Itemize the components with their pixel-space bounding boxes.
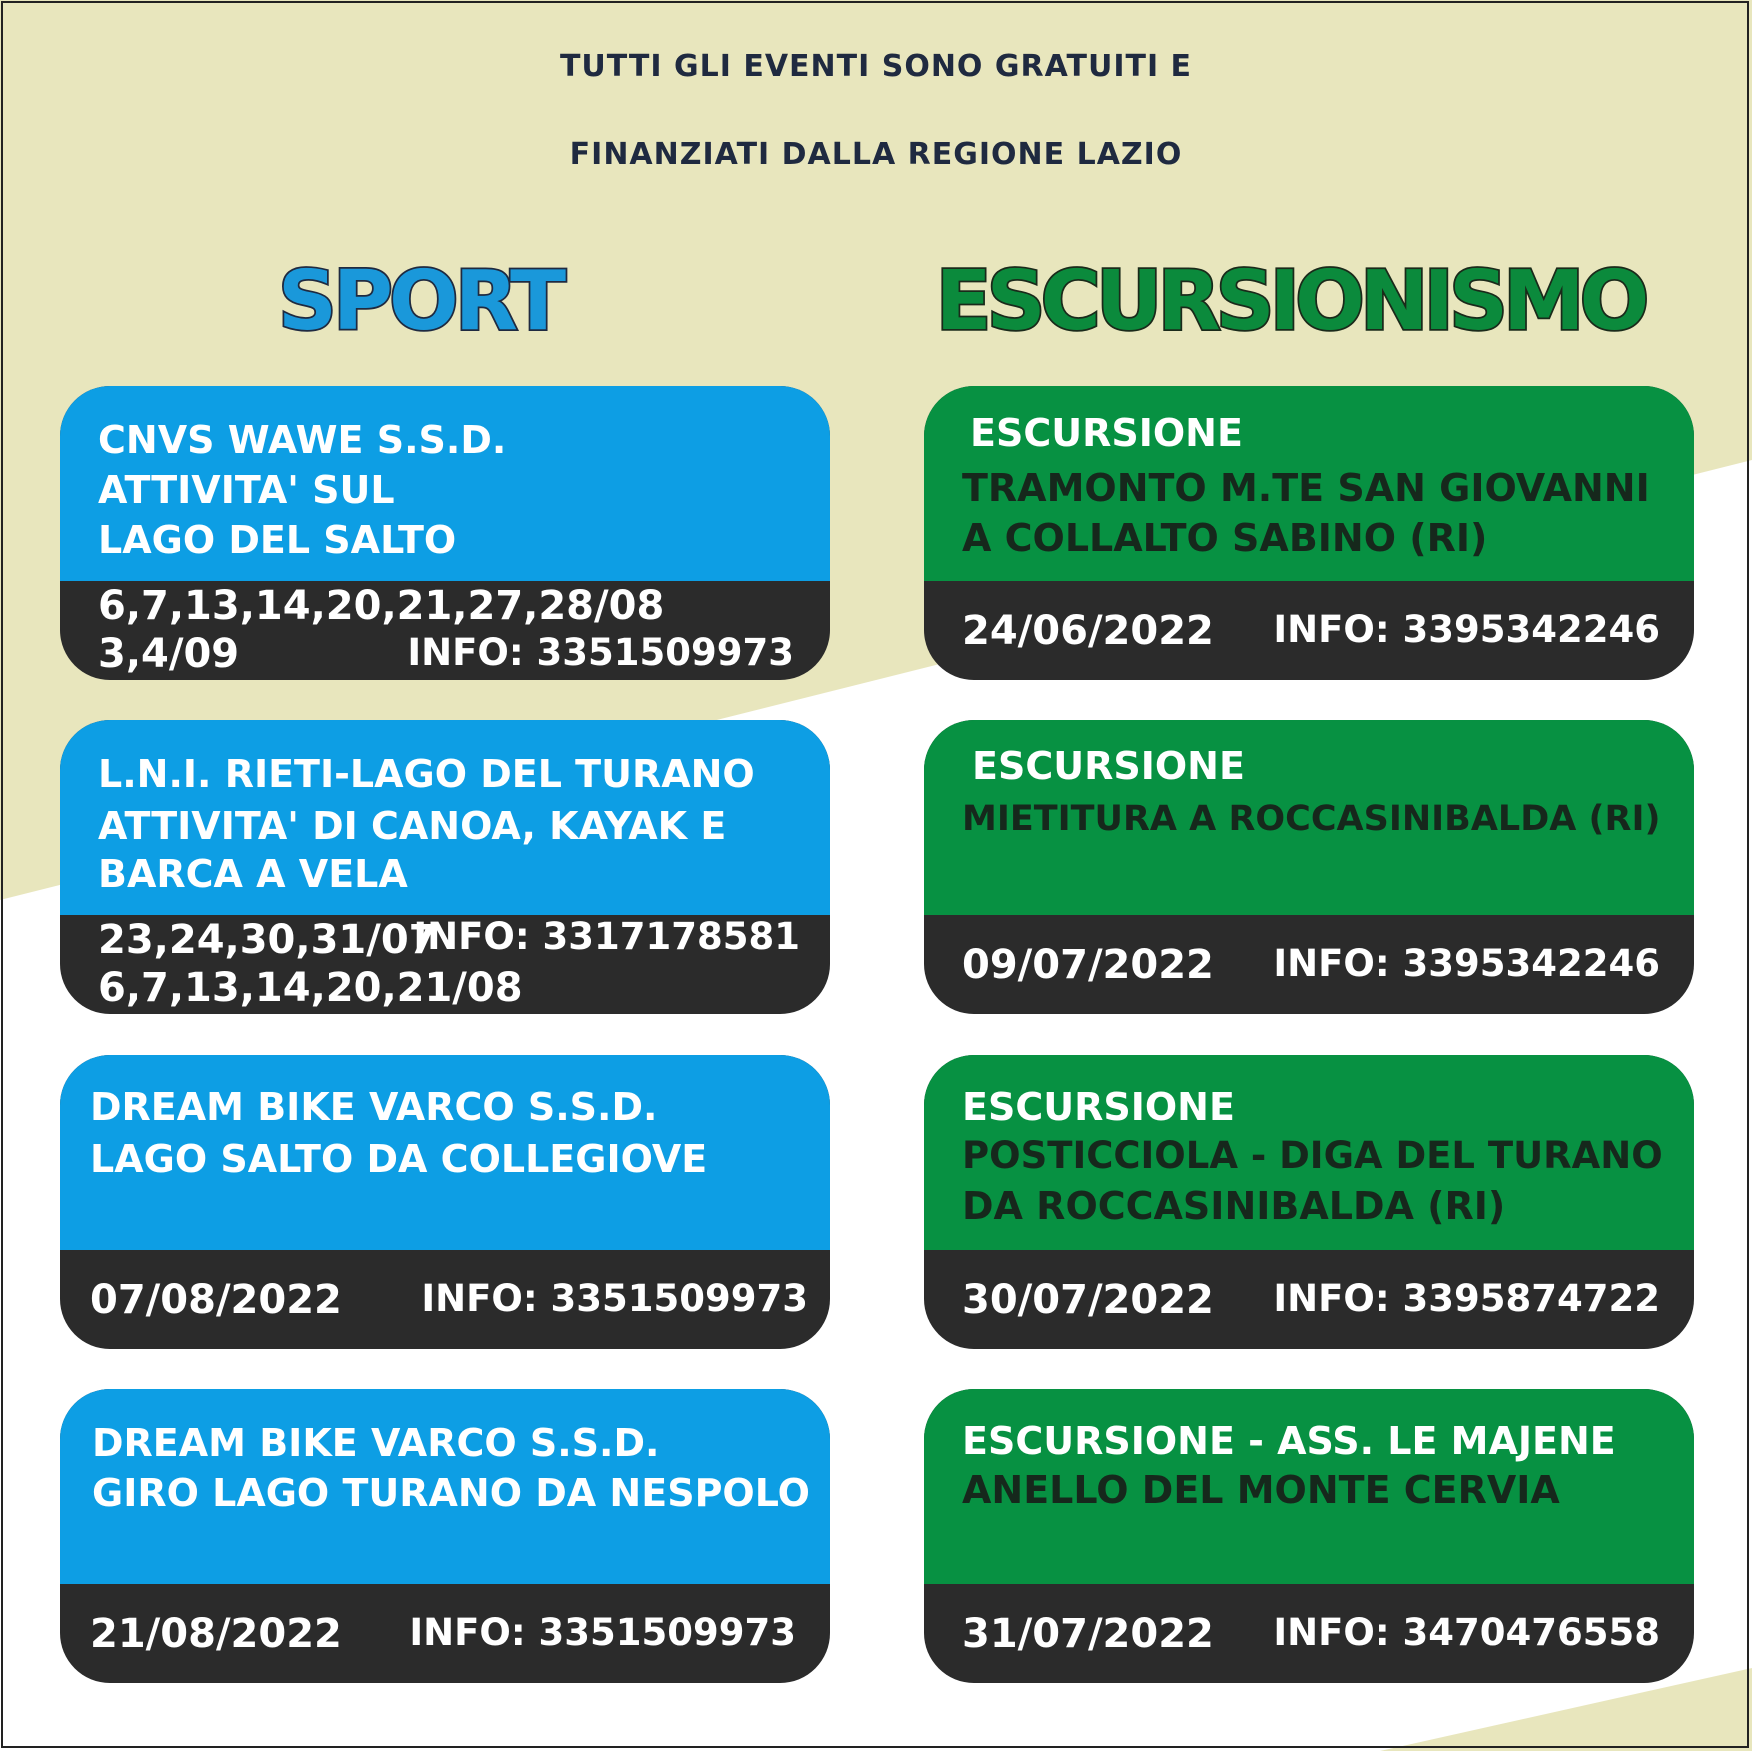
info-phone: INFO: 3351509973 xyxy=(409,1611,796,1654)
event-date: 21/08/2022 xyxy=(90,1611,342,1657)
event-dates-1: 23,24,30,31/07 xyxy=(98,917,437,963)
card-line-1: DREAM BIKE VARCO S.S.D. xyxy=(90,1085,658,1129)
card-line-3: BARCA A VELA xyxy=(98,852,408,896)
headline-line-1: TUTTI GLI EVENTI SONO GRATUITI E xyxy=(559,49,1193,84)
card-line-3: LAGO DEL SALTO xyxy=(98,518,457,562)
headline-line-2: FINANZIATI DALLA REGIONE LAZIO xyxy=(569,137,1183,172)
hike-card-3 xyxy=(924,1055,1694,1349)
info-phone: INFO: 3351509973 xyxy=(421,1277,808,1320)
card-line-2: LAGO SALTO DA COLLEGIOVE xyxy=(90,1137,708,1181)
info-phone: INFO: 3395342246 xyxy=(1273,608,1660,651)
sport-heading-text: SPORT xyxy=(277,254,563,345)
hike-card-4 xyxy=(924,1389,1694,1683)
card-line-2: DA ROCCASINIBALDA (RI) xyxy=(962,1184,1506,1228)
card-line-1: CNVS WAWE S.S.D. xyxy=(98,418,507,462)
card-line-1: TRAMONTO M.TE SAN GIOVANNI xyxy=(962,466,1650,510)
card-line-2: ATTIVITA' SUL xyxy=(98,468,395,512)
card-line-1: POSTICCIOLA - DIGA DEL TURANO xyxy=(962,1134,1663,1177)
event-dates-2: 6,7,13,14,20,21/08 xyxy=(98,965,523,1011)
hike-card-1 xyxy=(924,386,1694,680)
event-date: 31/07/2022 xyxy=(962,1611,1214,1657)
escursionismo-heading xyxy=(900,245,1680,345)
card-line-1: DREAM BIKE VARCO S.S.D. xyxy=(92,1421,660,1465)
info-phone: INFO: 3317178581 xyxy=(413,915,800,958)
event-dates-1: 6,7,13,14,20,21,27,28/08 xyxy=(98,583,665,629)
event-date: 24/06/2022 xyxy=(962,608,1214,654)
info-phone: INFO: 3395874722 xyxy=(1273,1277,1660,1320)
card-line-1: L.N.I. RIETI-LAGO DEL TURANO xyxy=(98,752,755,796)
card-label: ESCURSIONE xyxy=(962,1085,1235,1129)
hike-card-2 xyxy=(924,720,1694,1014)
event-dates-2: 3,4/09 xyxy=(98,631,240,677)
info-phone: INFO: 3351509973 xyxy=(407,631,794,674)
info-phone: INFO: 3470476558 xyxy=(1273,1611,1660,1654)
card-line-2: A COLLALTO SABINO (RI) xyxy=(962,516,1488,560)
event-date: 09/07/2022 xyxy=(962,942,1214,988)
card-label: ESCURSIONE - ASS. LE MAJENE xyxy=(962,1419,1616,1463)
card-line-2: GIRO LAGO TURANO DA NESPOLO xyxy=(92,1471,810,1515)
card-label: ESCURSIONE xyxy=(970,411,1243,455)
sport-heading xyxy=(260,245,580,345)
sport-card-4 xyxy=(60,1389,830,1683)
card-line-2: ATTIVITA' DI CANOA, KAYAK E xyxy=(98,804,727,848)
card-label: ESCURSIONE xyxy=(972,744,1245,788)
card-line-1: MIETITURA A ROCCASINIBALDA (RI) xyxy=(962,799,1661,839)
sport-card-3 xyxy=(60,1055,830,1349)
info-phone: INFO: 3395342246 xyxy=(1273,942,1660,985)
event-date: 30/07/2022 xyxy=(962,1277,1214,1323)
sport-card-1 xyxy=(60,386,830,680)
card-line-1: ANELLO DEL MONTE CERVIA xyxy=(962,1468,1560,1512)
sport-card-2 xyxy=(60,720,830,1014)
escursionismo-heading-text: ESCURSIONISMO xyxy=(935,254,1645,345)
event-date: 07/08/2022 xyxy=(90,1277,342,1323)
